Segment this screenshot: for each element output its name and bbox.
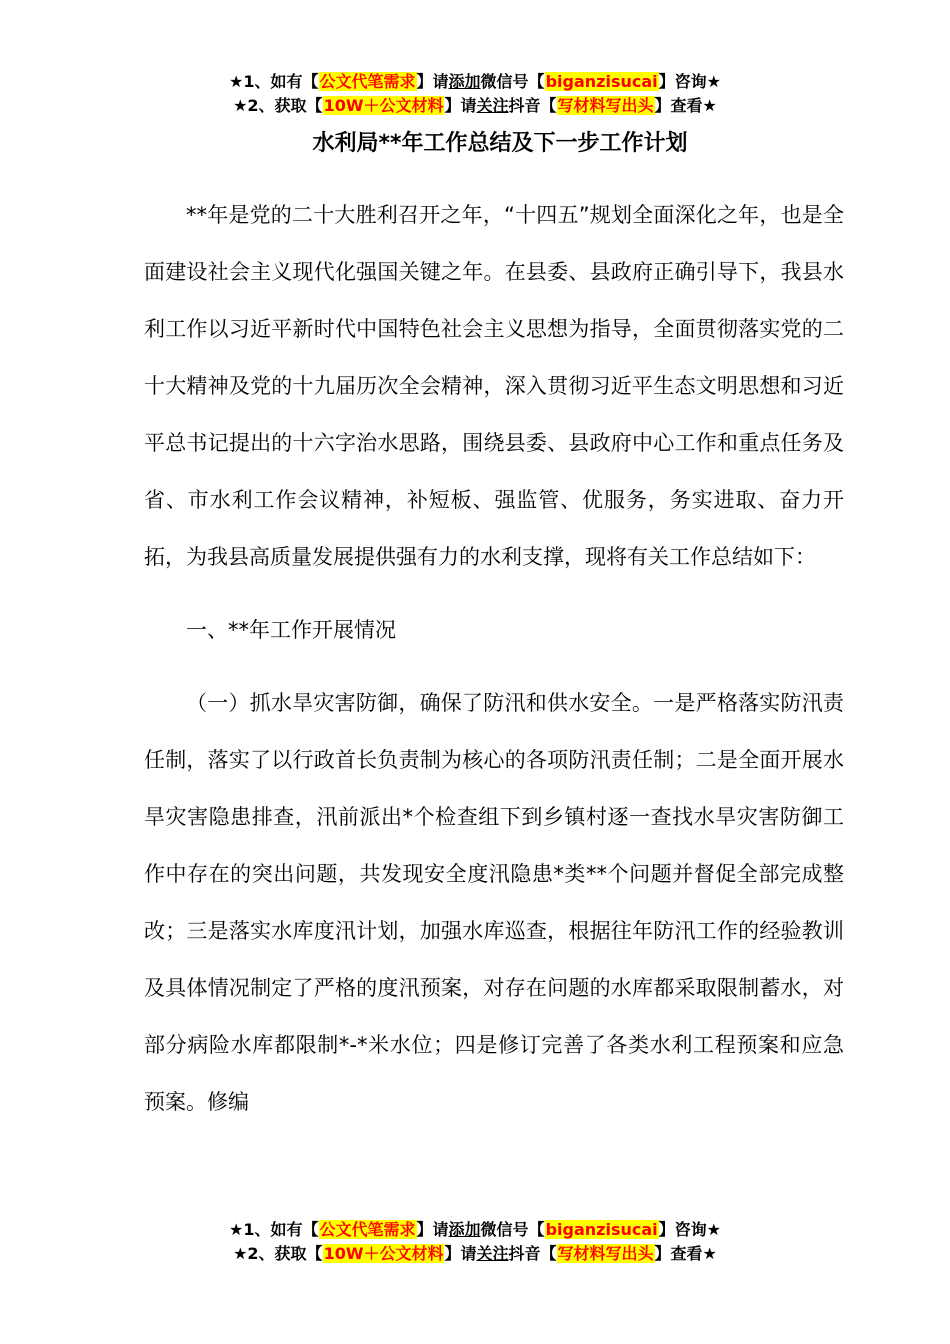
banner-highlight: 公文代笔需求 [319, 1220, 416, 1239]
banner-highlight: 10W＋公文材料 [323, 96, 444, 115]
banner-underlined: 添加 [448, 72, 481, 91]
banner-line-2 [0, 94, 950, 118]
banner-text: ★2、获取【 [233, 1244, 323, 1263]
footer-banner [0, 1218, 950, 1266]
document-body [144, 187, 844, 1131]
banner-text: ★1、如有【 [229, 72, 319, 91]
banner-text: 】查看★ [654, 96, 717, 115]
banner-text: 】查看★ [654, 1244, 717, 1263]
banner-line-2 [0, 1242, 950, 1266]
banner-underlined: 关注 [476, 1244, 509, 1263]
banner-text: 抖音【 [508, 96, 557, 115]
banner-text: 】请 [416, 72, 449, 91]
banner-highlight: 写材料写出头 [557, 1244, 654, 1263]
banner-text: 微信号【 [480, 72, 545, 91]
banner-text: 】请 [444, 96, 477, 115]
banner-highlight: biganzisucai [545, 72, 658, 91]
banner-underlined: 关注 [476, 96, 509, 115]
banner-underlined: 添加 [448, 1220, 481, 1239]
banner-highlight: biganzisucai [545, 1220, 658, 1239]
banner-line-1 [0, 1218, 950, 1242]
banner-text: ★2、获取【 [233, 96, 323, 115]
banner-text: 抖音【 [508, 1244, 557, 1263]
banner-text: ★1、如有【 [229, 1220, 319, 1239]
banner-highlight: 10W＋公文材料 [323, 1244, 444, 1263]
banner-highlight: 公文代笔需求 [319, 72, 416, 91]
paragraph: **年是党的二十大胜利召开之年，“十四五”规划全面深化之年，也是全面建设社会主义现代化强国关键之年。在县委、县政府正确引导下，我县水利工作以习近平新时代中国特色社会主义思想为指导，全面贯彻落实党的二十大精神及党的十九届历次全会精神，深入贯彻习近平生态文明思想和习近平总书记提出的十六字治水思路，围绕县委、县政府中心工作和重点任务及省、市水利工作会议精神，补短板、强监管、优服务，务实进取、奋力开拓，为我县高质量发展提供强有力的水利支撑，现将有关工作总结如下： [144, 203, 844, 569]
document-title: 水利局**年工作总结及下一步工作计划 [312, 131, 688, 156]
banner-text: 】请 [444, 1244, 477, 1263]
banner-text: 】咨询★ [658, 72, 721, 91]
banner-line-1 [0, 70, 950, 94]
banner-text: 】咨询★ [658, 1220, 721, 1239]
banner-highlight: 写材料写出头 [557, 96, 654, 115]
banner-text: 】请 [416, 1220, 449, 1239]
header-banner [0, 70, 950, 118]
banner-text: 微信号【 [480, 1220, 545, 1239]
section-heading: 一、**年工作开展情况 [186, 618, 396, 642]
paragraph: （一）抓水旱灾害防御，确保了防汛和供水安全。一是严格落实防汛责任制，落实了以行政首长负责制为核心的各项防汛责任制；二是全面开展水旱灾害隐患排查，汛前派出*个检查组下到乡镇村逐一查找水旱灾害防御工作中存在的突出问题，共发现安全度汛隐患*类**个问题并督促全部完成整改；三是落实水库度汛计划，加强水库巡查，根据往年防汛工作的经验教训及具体情况制定了严格的度汛预案，对存在问题的水库都采取限制蓄水，对部分病险水库都限制*-*米水位；四是修订完善了各类水利工程预案和应急预案。修编 [144, 691, 844, 1114]
